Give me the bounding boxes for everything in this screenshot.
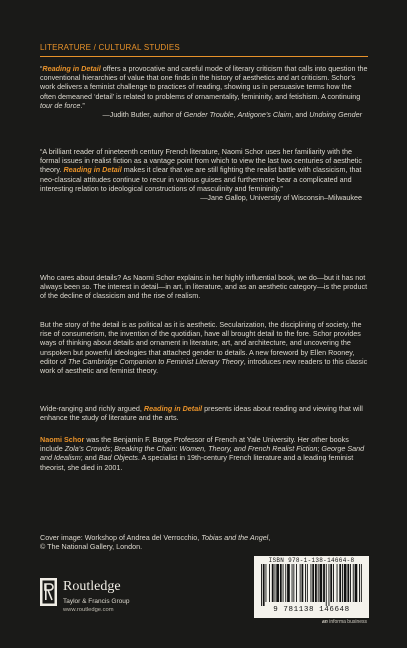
barcode-bar (287, 564, 290, 602)
barcode-bar (300, 564, 301, 602)
barcode-bar (302, 564, 304, 602)
barcode-bar (311, 564, 312, 602)
routledge-logo-icon (40, 578, 57, 606)
quote-gallop (40, 147, 368, 202)
quote-body: offers a provocative and careful mode of literary criticism that calls into question the conventional hierarchies of value that one finds in the history of aesthetics and art criticism. Schor’s work delivers a feminist challenge to practices of reading, showing us in persuasive terms how the often demeaned ‘detail’ is related to problems of ornamentality, femininity, and fetishism. A continuing (40, 64, 368, 101)
quote-butler-text (40, 64, 368, 110)
description-text-part: presents ideas about reading and viewing that will enhance the study of literature and the arts. (40, 404, 363, 423)
quote-italic-end: tour de force (40, 100, 81, 110)
description-text-part: But the story of the detail is as political as it is aesthetic. Secularization, the disciplining of society, the rise of consumerism, the invention of the quotidian, have all brought detail to the fore. Schor provides ways of thinking about details and ornament in literature, art, and architecture, and uncovering the unspoken but powerful ideologies that attached gender to details. A new foreword by Ellen Rooney, editor of (40, 320, 362, 366)
artwork-title: Tobias and the Angel (201, 533, 269, 542)
barcode-bar (266, 564, 267, 602)
quote-close-mark: .” (80, 100, 85, 110)
barcode-icon (260, 564, 363, 606)
credit-suffix: , (268, 533, 271, 542)
attr-sep: , and (291, 110, 310, 120)
barcode-bar (320, 564, 323, 602)
author-bio (40, 435, 368, 472)
attr-sep: , (233, 110, 238, 120)
attr-book: Antigone’s Claim (237, 110, 292, 120)
barcode-bar (337, 564, 338, 602)
barcode-bar (329, 564, 330, 606)
barcode-bar (342, 564, 343, 602)
quote-gallop-text (40, 147, 368, 193)
attr-prefix: —Judith Butler, author of (102, 110, 184, 120)
barcode-bar (307, 564, 308, 602)
informa-business-label (322, 619, 367, 625)
barcode-bar (315, 564, 317, 602)
bio-sep: ; and (80, 453, 99, 463)
bio-sep: ; (110, 444, 115, 454)
barcode-bar (344, 564, 347, 602)
bio-text-part: was the Benjamin F. Barge Professor of French at Yale University. Her other books include (40, 435, 349, 454)
book-title-ref: Reading in Detail (42, 64, 101, 73)
category-label: LITERATURE / CULTURAL STUDIES (40, 43, 180, 52)
description-text-part: , introduces new readers to this classic work of aesthetic and feminist theory. (40, 356, 368, 376)
cover-credit-line-1 (40, 533, 370, 542)
book-title-ref: Reading in Detail (63, 165, 122, 175)
book-ref: George Sand and Idealism (40, 444, 365, 463)
barcode-bar (318, 564, 319, 602)
barcode-bar (261, 564, 262, 606)
description-text: Who cares about details? As Naomi Schor explains in her highly influential book, we do—but it has not always been so. The interest in detail—in art, in literature, and as an aesthetic category—is the product of the decline of classicism and the rise of realism. (40, 273, 368, 301)
barcode-digits: 9 781138 146648 (273, 606, 350, 614)
barcode-bar (292, 564, 293, 602)
bio-text-part: . A specialist in 19th-century French literature and a leading feminist theorist, she died in 2001. (40, 453, 354, 472)
description-text (40, 320, 368, 375)
author-bio-text (40, 435, 368, 472)
book-ref: Breaking the Chain: Women, Theory, and French Realist Fiction (114, 444, 318, 454)
barcode-bar (285, 564, 286, 602)
credit-prefix: Cover image: Workshop of Andrea del Verrocchio, (40, 533, 202, 542)
barcode-bar (359, 564, 360, 602)
quote-butler (40, 64, 368, 119)
publisher-name: Routledge (63, 579, 121, 594)
barcode-bar (283, 564, 284, 602)
quote-open-mark: “ (40, 64, 43, 73)
barcode-bar (293, 564, 294, 602)
barcode-bar (305, 564, 306, 602)
informa-an: an (322, 619, 328, 625)
barcode-bar (269, 564, 270, 602)
attr-book: Undoing Gender (309, 110, 362, 120)
barcode-bar (296, 564, 297, 602)
barcode-bar (353, 564, 354, 602)
barcode-bar (326, 564, 327, 606)
cover-credit-line-2: © The National Gallery, London. (40, 542, 143, 552)
barcode-bar (275, 564, 276, 602)
description-para-1 (40, 273, 368, 301)
bio-sep: ; (317, 444, 322, 454)
description-para-2 (40, 320, 368, 375)
barcode-bar (361, 564, 362, 602)
quote-body: “A brilliant reader of nineteenth century French literature, Naomi Schor uses her familiarity with the formal issues in realist fiction as a vantage point from which to view the last two centuries of aesthetic theory. (40, 147, 362, 175)
publisher-group: Taylor & Francis Group (63, 598, 130, 605)
quote-gallop-attribution: —Jane Gallop, University of Wisconsin–Milwaukee (200, 193, 362, 203)
barcode-bar (280, 564, 282, 602)
barcode-bar (333, 564, 334, 602)
barcode-bar (323, 564, 325, 602)
informa-text: informa business (327, 619, 368, 625)
author-name: Naomi Schor (40, 435, 85, 444)
barcode-bar (272, 564, 274, 602)
isbn-label: ISBN 978-1-138-14664-8 (268, 557, 355, 564)
attr-book: Gender Trouble (183, 110, 234, 120)
barcode-bar (350, 564, 351, 602)
barcode-bar (312, 564, 314, 602)
divider-rule (40, 56, 368, 57)
publisher-url: www.routledge.com (63, 607, 114, 613)
cover-credit (40, 533, 370, 551)
barcode-bar (263, 564, 265, 606)
book-ref: Bad Objects (98, 453, 138, 463)
book-ref: Zola’s Crowds (64, 444, 111, 454)
barcode-bar (355, 564, 358, 602)
description-text-part: Wide-ranging and richly argued, (40, 404, 144, 413)
barcode-bar (347, 564, 349, 602)
quote-body: makes it clear that we are still fighting the realist battle with classicism, that neo-classical attitudes continue to recur in various guises and furthermore bear a complicated and interesting relation to ideological constructions of masculinity and femininity.” (40, 165, 362, 193)
quote-butler-attribution (40, 110, 368, 119)
book-title-ref: Reading in Detail (143, 404, 203, 413)
description-text (40, 404, 368, 422)
barcode-bar (276, 564, 279, 602)
barcode-bar (330, 564, 332, 602)
book-ref: The Cambridge Companion to Feminist Literary Theory (67, 356, 244, 366)
description-para-3 (40, 404, 368, 422)
barcode-bar (339, 564, 341, 602)
